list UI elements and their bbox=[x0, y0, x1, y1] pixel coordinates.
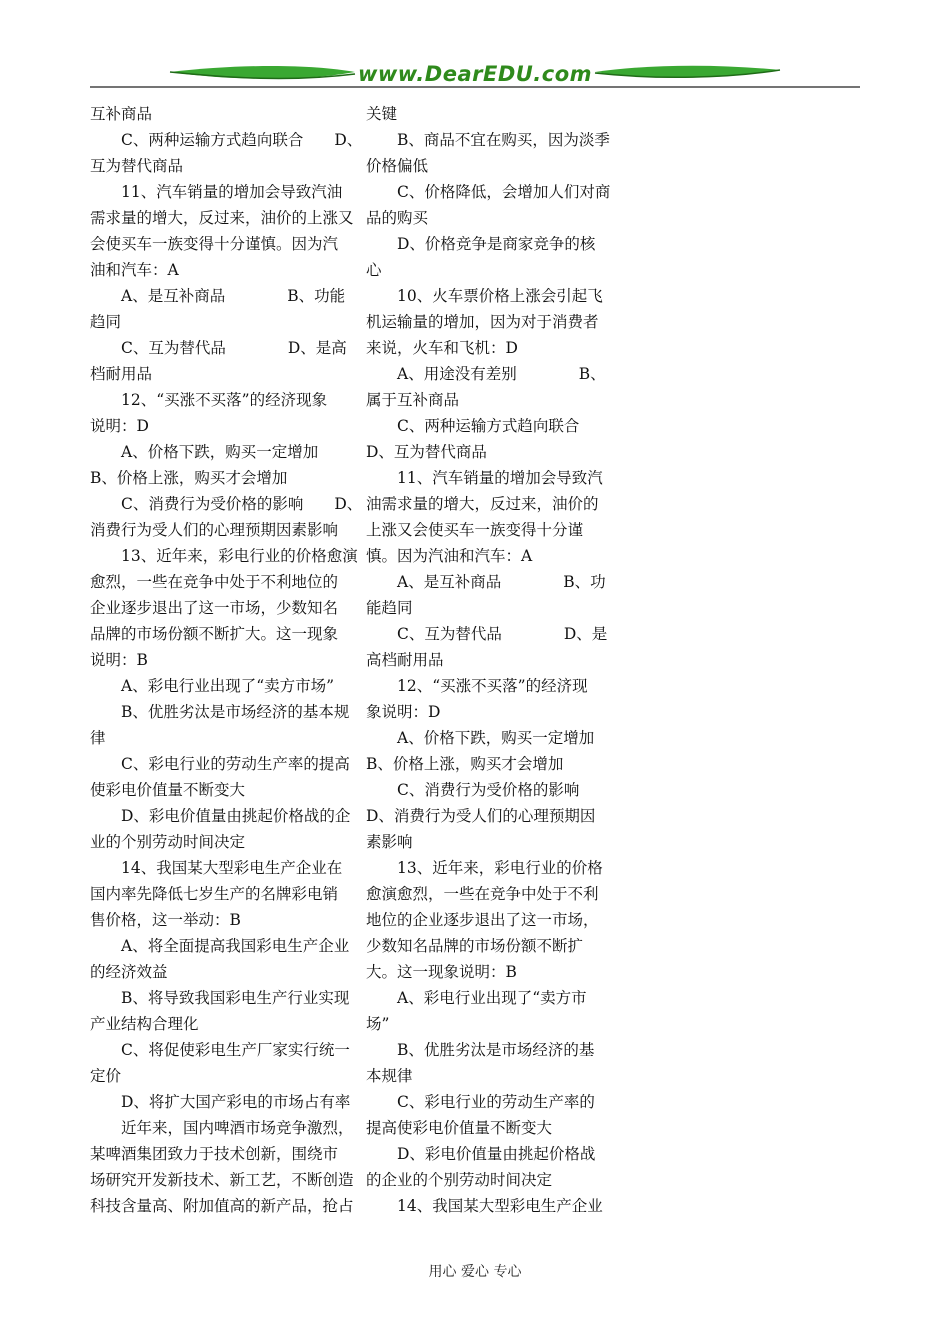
left-column-line: 的经济效益 bbox=[90, 963, 168, 981]
right-column-line: 大。这一现象说明：B bbox=[366, 963, 517, 981]
left-column-line: 愈烈，一些在竞争中处于不利地位的 bbox=[90, 573, 339, 591]
left-column-line: 业的个别劳动时间决定 bbox=[90, 833, 246, 851]
left-column-line: 科技含量高、附加值高的新产品，抢占 bbox=[90, 1197, 354, 1215]
right-column-line: C、价格降低，会增加人们对商 bbox=[366, 183, 611, 201]
right-column-line: 本规律 bbox=[366, 1067, 413, 1085]
left-column-line: 产业结构合理化 bbox=[90, 1015, 199, 1033]
right-column-line: 13、近年来，彩电行业的价格 bbox=[366, 859, 603, 877]
right-column-line: 地位的企业逐步退出了这一市场， bbox=[366, 911, 599, 929]
right-column-line: A、彩电行业出现了“卖方市 bbox=[366, 989, 587, 1007]
right-column-line: 10、火车票价格上涨会引起飞 bbox=[366, 287, 603, 305]
right-column-line: 属于互补商品 bbox=[366, 391, 460, 409]
right-column-line: D、彩电价值量由挑起价格战 bbox=[366, 1145, 596, 1163]
left-column-line: 14、我国某大型彩电生产企业在 bbox=[90, 859, 343, 877]
right-column-line: B、优胜劣汰是市场经济的基 bbox=[366, 1041, 595, 1059]
left-column-line: C、将促使彩电生产厂家实行统一 bbox=[90, 1041, 350, 1059]
left-column-line: 互为替代商品 bbox=[90, 157, 184, 175]
left-column-line: 会使买车一族变得十分谨慎。因为汽 bbox=[90, 235, 339, 253]
left-column-line: 档耐用品 bbox=[90, 365, 153, 383]
left-column-line: 12、“买涨不买落”的经济现象 bbox=[90, 391, 328, 409]
site-logo[interactable]: www.DearEDU.com bbox=[357, 62, 593, 86]
right-column-line: B、商品不宜在购买，因为淡季 bbox=[366, 131, 610, 149]
left-column-line: 需求量的增大，反过来，油价的上涨又 bbox=[90, 209, 354, 227]
right-column-line: 愈演愈烈，一些在竞争中处于不利 bbox=[366, 885, 599, 903]
right-column-line: D、价格竞争是商家竞争的核 bbox=[366, 235, 596, 253]
left-column-line: 企业逐步退出了这一市场，少数知名 bbox=[90, 599, 339, 617]
left-column-line: 近年来，国内啤酒市场竞争激烈， bbox=[90, 1119, 354, 1137]
left-column-line: C、互为替代品 D、是高 bbox=[90, 339, 347, 357]
right-column-line: 高档耐用品 bbox=[366, 651, 444, 669]
page-header bbox=[90, 60, 860, 94]
left-column-line: 场研究开发新技术、新工艺，不断创造 bbox=[90, 1171, 354, 1189]
right-column-line: B、价格上涨，购买才会增加 bbox=[366, 755, 564, 773]
left-column-line: B、价格上涨，购买才会增加 bbox=[90, 469, 288, 487]
right-column bbox=[366, 101, 620, 1219]
right-column-line: 场” bbox=[366, 1015, 390, 1033]
right-column-line: 品的购买 bbox=[366, 209, 429, 227]
left-column-line: 律 bbox=[90, 729, 106, 747]
right-column-line: 心 bbox=[366, 261, 382, 279]
left-column-line: A、将全面提高我国彩电生产企业 bbox=[90, 937, 350, 955]
left-column-line: 13、近年来，彩电行业的价格愈演 bbox=[90, 547, 358, 565]
left-column-line: 趋同 bbox=[90, 313, 122, 331]
right-column-line: 12、“买涨不买落”的经济现 bbox=[366, 677, 588, 695]
right-column-line: 机运输量的增加，因为对于消费者 bbox=[366, 313, 599, 331]
right-column-line: 价格偏低 bbox=[366, 157, 429, 175]
left-column-line: 某啤酒集团致力于技术创新，围绕市 bbox=[90, 1145, 339, 1163]
right-column-line: 来说，火车和飞机：D bbox=[366, 339, 518, 357]
left-column-line: 售价格，这一举动：B bbox=[90, 911, 241, 929]
right-column-line: A、价格下跌，购买一定增加 bbox=[366, 729, 595, 747]
right-column-line: 能趋同 bbox=[366, 599, 413, 617]
left-column-line: 国内率先降低七岁生产的名牌彩电销 bbox=[90, 885, 339, 903]
left-column-line: C、彩电行业的劳动生产率的提高 bbox=[90, 755, 350, 773]
left-column-line: 使彩电价值量不断变大 bbox=[90, 781, 246, 799]
right-column-line: 慎。因为汽油和汽车：A bbox=[366, 547, 533, 565]
right-column-line: 象说明：D bbox=[366, 703, 441, 721]
right-column-line: C、彩电行业的劳动生产率的 bbox=[366, 1093, 595, 1111]
right-column-line: C、互为替代品 D、是 bbox=[366, 625, 608, 643]
left-column-line: 油和汽车：A bbox=[90, 261, 179, 279]
right-column-line: D、互为替代商品 bbox=[366, 443, 487, 461]
left-column-line: B、优胜劣汰是市场经济的基本规 bbox=[90, 703, 350, 721]
right-column-line: 14、我国某大型彩电生产企业 bbox=[366, 1197, 603, 1215]
left-column-line: D、将扩大国产彩电的市场占有率 bbox=[90, 1093, 351, 1111]
right-column-line: 素影响 bbox=[366, 833, 413, 851]
right-column-line: C、两种运输方式趋向联合 bbox=[366, 417, 580, 435]
right-column-line: 提高使彩电价值量不断变大 bbox=[366, 1119, 553, 1137]
left-column-line: C、消费行为受价格的影响 D、 bbox=[90, 495, 363, 513]
left-column-line: 说明：B bbox=[90, 651, 148, 669]
page-footer: 用心 爱心 专心 bbox=[428, 1264, 522, 1280]
left-column-line: B、将导致我国彩电生产行业实现 bbox=[90, 989, 350, 1007]
right-column-line: A、是互补商品 B、功 bbox=[366, 573, 606, 591]
right-column-line: 11、汽车销量的增加会导致汽 bbox=[366, 469, 603, 487]
right-column-line: 上涨又会使买车一族变得十分谨 bbox=[366, 521, 584, 539]
right-column-line: D、消费行为受人们的心理预期因 bbox=[366, 807, 596, 825]
left-column-line: 11、汽车销量的增加会导致汽油 bbox=[90, 183, 343, 201]
right-column-line: 关键 bbox=[366, 105, 398, 123]
right-column-line: 油需求量的增大，反过来，油价的 bbox=[366, 495, 599, 513]
right-column-line: 的企业的个别劳动时间决定 bbox=[366, 1171, 553, 1189]
left-column bbox=[90, 101, 366, 1219]
left-column-line: 消费行为受人们的心理预期因素影响 bbox=[90, 521, 339, 539]
left-column-line: C、两种运输方式趋向联合 D、 bbox=[90, 131, 363, 149]
left-column-line: 品牌的市场份额不断扩大。这一现象 bbox=[90, 625, 339, 643]
left-column-line: A、价格下跌，购买一定增加 bbox=[90, 443, 319, 461]
left-column-line: D、彩电价值量由挑起价格战的企 bbox=[90, 807, 351, 825]
left-column-line: A、是互补商品 B、功能 bbox=[90, 287, 346, 305]
left-column-line: A、彩电行业出现了“卖方市场” bbox=[90, 677, 335, 695]
right-column-line: 少数知名品牌的市场份额不断扩 bbox=[366, 937, 584, 955]
right-column-line: A、用途没有差别 B、 bbox=[366, 365, 606, 383]
left-column-line: 互补商品 bbox=[90, 105, 153, 123]
left-column-line: 说明：D bbox=[90, 417, 149, 435]
left-column-line: 定价 bbox=[90, 1067, 122, 1085]
right-column-line: C、消费行为受价格的影响 bbox=[366, 781, 580, 799]
